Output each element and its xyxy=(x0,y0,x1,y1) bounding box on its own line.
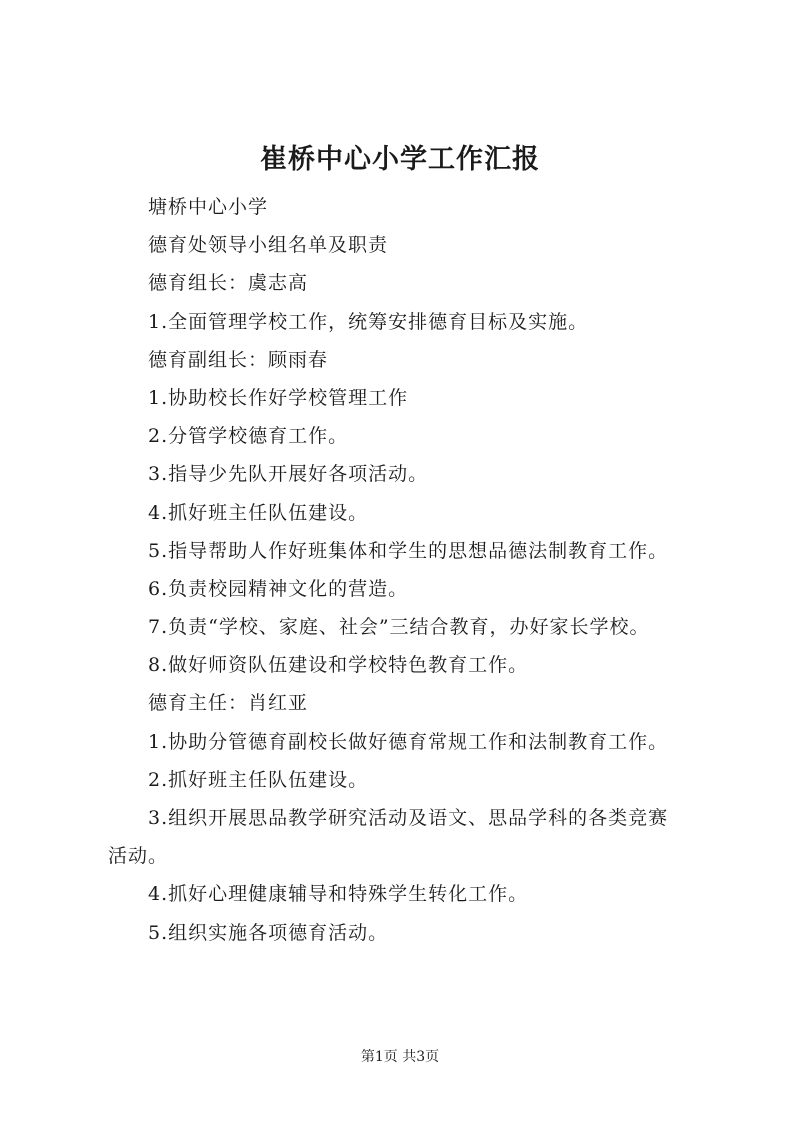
paragraph-line: 3.指导少先队开展好各项活动。 xyxy=(148,463,429,486)
paragraph-line: 德育组长：虞志高 xyxy=(148,272,309,295)
paragraph-line: 4.抓好心理健康辅导和特殊学生转化工作。 xyxy=(148,883,529,906)
paragraph-line: 5.组织实施各项德育活动。 xyxy=(148,921,389,944)
document-title: 崔桥中心小学工作汇报 xyxy=(260,144,540,175)
paragraph-line: 7.负责“学校、家庭、社会”三结合教育，办好家长学校。 xyxy=(148,616,650,639)
paragraph-line: 6.负责校园精神文化的营造。 xyxy=(148,577,409,600)
paragraph-line: 德育处领导小组名单及职责 xyxy=(148,234,389,257)
paragraph-line: 德育副组长：顾雨春 xyxy=(148,348,329,371)
paragraph-line: 5.指导帮助人作好班集体和学生的思想品德法制教育工作。 xyxy=(148,539,669,562)
paragraph-line: 3.组织开展思品教学研究活动及语文、思品学科的各类竞赛 xyxy=(148,807,669,829)
page-number-footer: 第1页 共3页 xyxy=(360,1049,440,1065)
paragraph-line: 德育主任：肖红亚 xyxy=(148,692,309,715)
paragraph-line: 塘桥中心小学 xyxy=(148,196,269,218)
paragraph-line: 1.全面管理学校工作，统筹安排德育目标及实施。 xyxy=(148,310,589,333)
document-body xyxy=(108,188,728,952)
paragraph-line: 1.协助校长作好学校管理工作 xyxy=(148,386,409,409)
paragraph-line-continued: 活动。 xyxy=(108,845,169,868)
paragraph-line: 2.分管学校德育工作。 xyxy=(148,425,349,448)
paragraph-line: 2.抓好班主任队伍建设。 xyxy=(148,768,369,791)
paragraph-line: 8.做好师资队伍建设和学校特色教育工作。 xyxy=(148,654,529,677)
paragraph-line: 1.协助分管德育副校长做好德育常规工作和法制教育工作。 xyxy=(148,730,669,753)
paragraph-line: 4.抓好班主任队伍建设。 xyxy=(148,501,369,524)
